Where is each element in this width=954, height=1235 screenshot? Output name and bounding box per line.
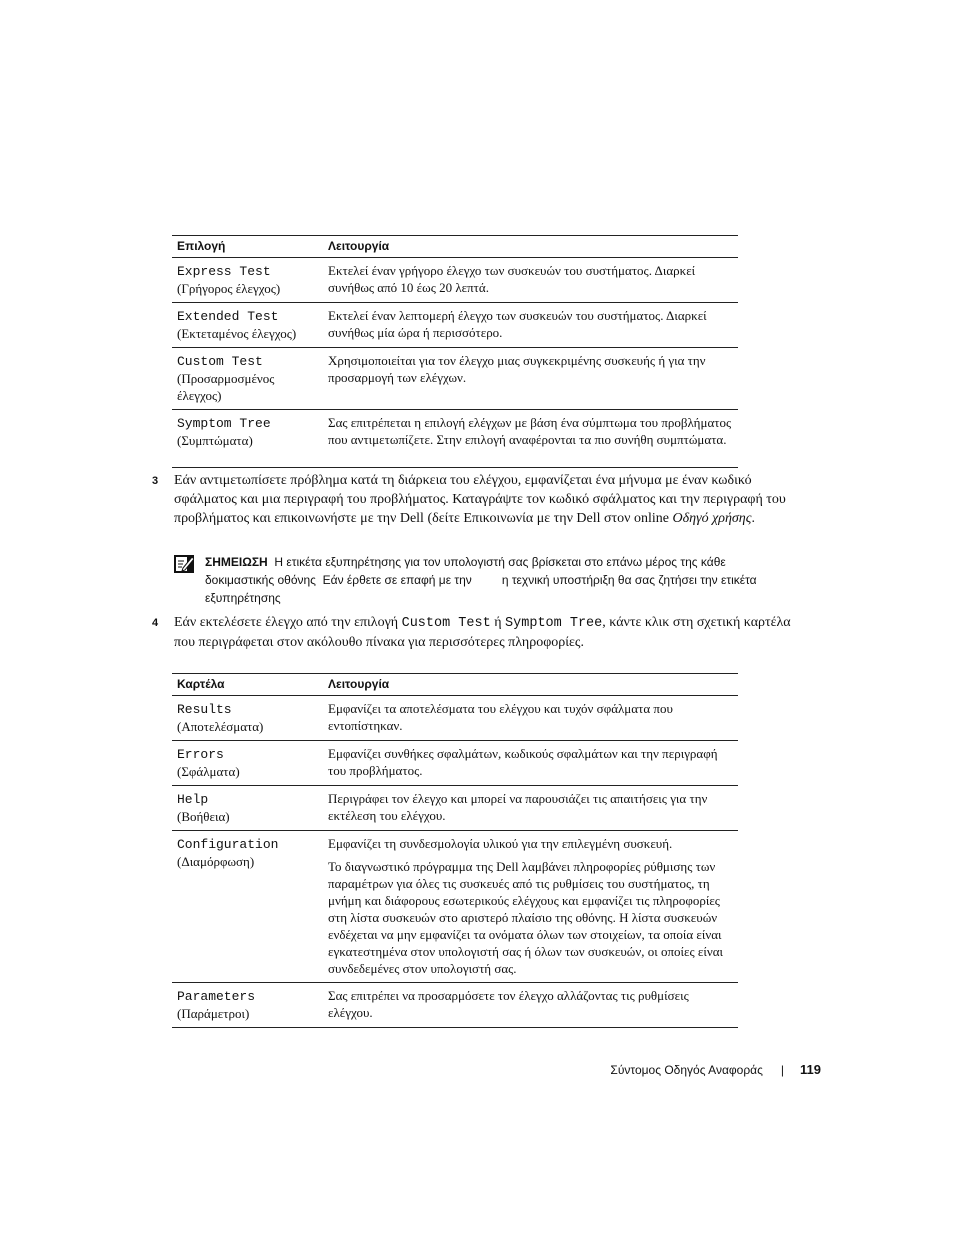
- tab-description: Εμφανίζει τα αποτελέσματα του ελέγχου και τυχόν σφάλματα που εντοπίστηκαν.: [323, 696, 738, 741]
- step-3: [152, 471, 812, 528]
- step-4-text-1: Εάν εκτελέσετε έλεγχο από την επιλογή: [174, 615, 402, 630]
- step-3-end: .: [751, 511, 755, 526]
- tab-description-paragraph: Το διαγνωστικό πρόγραμμα της Dell λαμβάνει πληροφορίες ρύθμισης των παραμέτρων για όλες τις συσκευές από τις ρυθμίσεις του συστήματος, τη μνήμη και διάφορους εσωτερικούς ελέγχους και εμφανίζει τις πληροφορίες στη λίστα συσκευών στο αριστερό πλαίσιο της οθόνης. Η λίστα συσκευών ενδέχεται να μην εμφανίζει τα ονόματα όλων των στοιχείων, τα οποία είναι εγκατεστημένα στον υπολογιστή σας ή όλων των συσκευών, οι οποίες είναι συνδεδεμένες στον υπολογιστή σας.: [328, 859, 724, 976]
- tab-code: Configuration: [177, 837, 279, 852]
- tab-name: (Διαμόρφωση): [177, 854, 255, 869]
- tab-description: Περιγράφει τον έλεγχο και μπορεί να παρουσιάζει τις απαιτήσεις για την εκτέλεση του ελέγχου.: [323, 786, 738, 831]
- option-code: Symptom Tree: [177, 416, 271, 431]
- tab-cell: [172, 786, 323, 831]
- table-header-row: [172, 236, 738, 258]
- tabs-table: [172, 673, 738, 1028]
- tab-code: Parameters: [177, 989, 256, 1004]
- tab-code: Errors: [177, 747, 224, 762]
- option-cell: [172, 348, 323, 410]
- column-header-function: Λειτουργία: [323, 674, 738, 696]
- option-description: Εκτελεί έναν γρήγορο έλεγχο των συσκευών του συστήματος. Διαρκεί συνήθως από 10 έως 20 λεπτά.: [323, 258, 738, 303]
- table-header-row: [172, 674, 738, 696]
- options-table: [172, 235, 738, 468]
- step-text: [174, 613, 812, 652]
- tab-cell: [172, 831, 323, 983]
- tab-description: Σας επιτρέπει να προσαρμόσετε τον έλεγχο αλλάζοντας τις ρυθμίσεις ελέγχου.: [323, 983, 738, 1028]
- custom-test-code: Custom Test: [401, 616, 491, 631]
- tab-description-line: Εμφανίζει τη συνδεσμολογία υλικού για την επιλεγμένη συσκευή.: [328, 836, 673, 851]
- footer-title: Σύντομος Οδηγός Αναφοράς: [610, 1063, 763, 1077]
- table-row: [172, 983, 738, 1028]
- step-text: [174, 471, 812, 528]
- note-pencil-icon: [174, 555, 194, 573]
- symptom-tree-code: Symptom Tree: [505, 616, 603, 631]
- user-guide-reference: Οδηγό χρήσης: [672, 511, 752, 526]
- option-description: Σας επιτρέπεται η επιλογή ελέγχων με βάση ένα σύμπτωμα του προβλήματος που αντιμετωπίζετε. Στην επιλογή αναφέρονται τα πιο συνήθη συμπτώματα.: [323, 410, 738, 468]
- tab-code: Results: [177, 702, 232, 717]
- option-cell: [172, 258, 323, 303]
- table-row: [172, 348, 738, 410]
- note-box: [172, 553, 772, 607]
- tab-code: Help: [177, 792, 209, 807]
- option-code: Extended Test: [177, 309, 279, 324]
- table-row: [172, 303, 738, 348]
- option-cell: [172, 410, 323, 468]
- option-description: Χρησιμοποιείται για τον έλεγχο μιας συγκεκριμένης συσκευής ή για την προσαρμογή των ελέγχων.: [323, 348, 738, 410]
- note-label: ΣΗΜΕΙΩΣΗ: [205, 555, 268, 569]
- step-number: 4: [152, 617, 159, 629]
- column-header-option: Επιλογή: [172, 236, 323, 258]
- table-row: [172, 741, 738, 786]
- option-name: (Εκτεταμένος έλεγχος): [177, 326, 297, 341]
- page-footer: [610, 1062, 821, 1077]
- option-description: Εκτελεί έναν λεπτομερή έλεγχο των συσκευών του συστήματος. Διαρκεί συνήθως μία ώρα ή περισσότερο.: [323, 303, 738, 348]
- step-number: 3: [152, 475, 159, 487]
- option-name: (Γρήγορος έλεγχος): [177, 281, 281, 296]
- tab-name: (Αποτελέσματα): [177, 719, 264, 734]
- step-4-text-2: ή: [490, 615, 506, 630]
- tab-name: (Παράμετροι): [177, 1006, 250, 1021]
- page-number: 119: [800, 1062, 821, 1077]
- option-cell: [172, 303, 323, 348]
- tab-description: Εμφανίζει συνθήκες σφαλμάτων, κωδικούς σφαλμάτων και την περιγραφή του προβλήματος.: [323, 741, 738, 786]
- note-line-2: δοκιμαστικής οθόνης Εάν έρθετε σε επαφή με την η τεχνική υποστήριξη θα σας ζητήσει την ετικέτα: [205, 573, 757, 587]
- column-header-tab: Καρτέλα: [172, 674, 323, 696]
- option-name: (Προσαρμοσμένος έλεγχος): [177, 371, 275, 403]
- table-row: [172, 831, 738, 983]
- note-body: [205, 553, 772, 607]
- option-name: (Συμπτώματα): [177, 433, 253, 448]
- column-header-function: Λειτουργία: [323, 236, 738, 258]
- table-row: [172, 696, 738, 741]
- tab-cell: [172, 983, 323, 1028]
- tab-name: (Σφάλματα): [177, 764, 240, 779]
- tab-cell: [172, 696, 323, 741]
- table-row: [172, 410, 738, 468]
- step-4-text-3: , κάντε κλικ στη σχετική καρτέλα που περιγράφεται στον ακόλουθο πίνακα για περισσότερες πληροφορίες.: [174, 615, 791, 650]
- table-row: [172, 786, 738, 831]
- tab-cell: [172, 741, 323, 786]
- step-4: [152, 613, 812, 652]
- step-3-text: Εάν αντιμετωπίσετε πρόβλημα κατά τη διάρκεια του ελέγχου, εμφανίζεται ένα μήνυμα με έναν κωδικό σφάλματος και μια περιγραφή του προβλήματος. Καταγράψτε τον κωδικό σφάλματος και την περιγραφή του προβλήματος και επικοινωνήστε με την Dell (δείτε Επικοινωνία με την Dell στον online: [174, 473, 786, 526]
- tab-name: (Βοήθεια): [177, 809, 230, 824]
- option-code: Express Test: [177, 264, 271, 279]
- tab-description: [323, 831, 738, 983]
- note-line-3: εξυπηρέτησης: [205, 591, 281, 605]
- table-row: [172, 258, 738, 303]
- option-code: Custom Test: [177, 354, 263, 369]
- note-line-1: Η ετικέτα εξυπηρέτησης για τον υπολογιστή σας βρίσκεται στο επάνω μέρος της κάθε: [274, 555, 726, 569]
- footer-separator: |: [780, 1063, 785, 1077]
